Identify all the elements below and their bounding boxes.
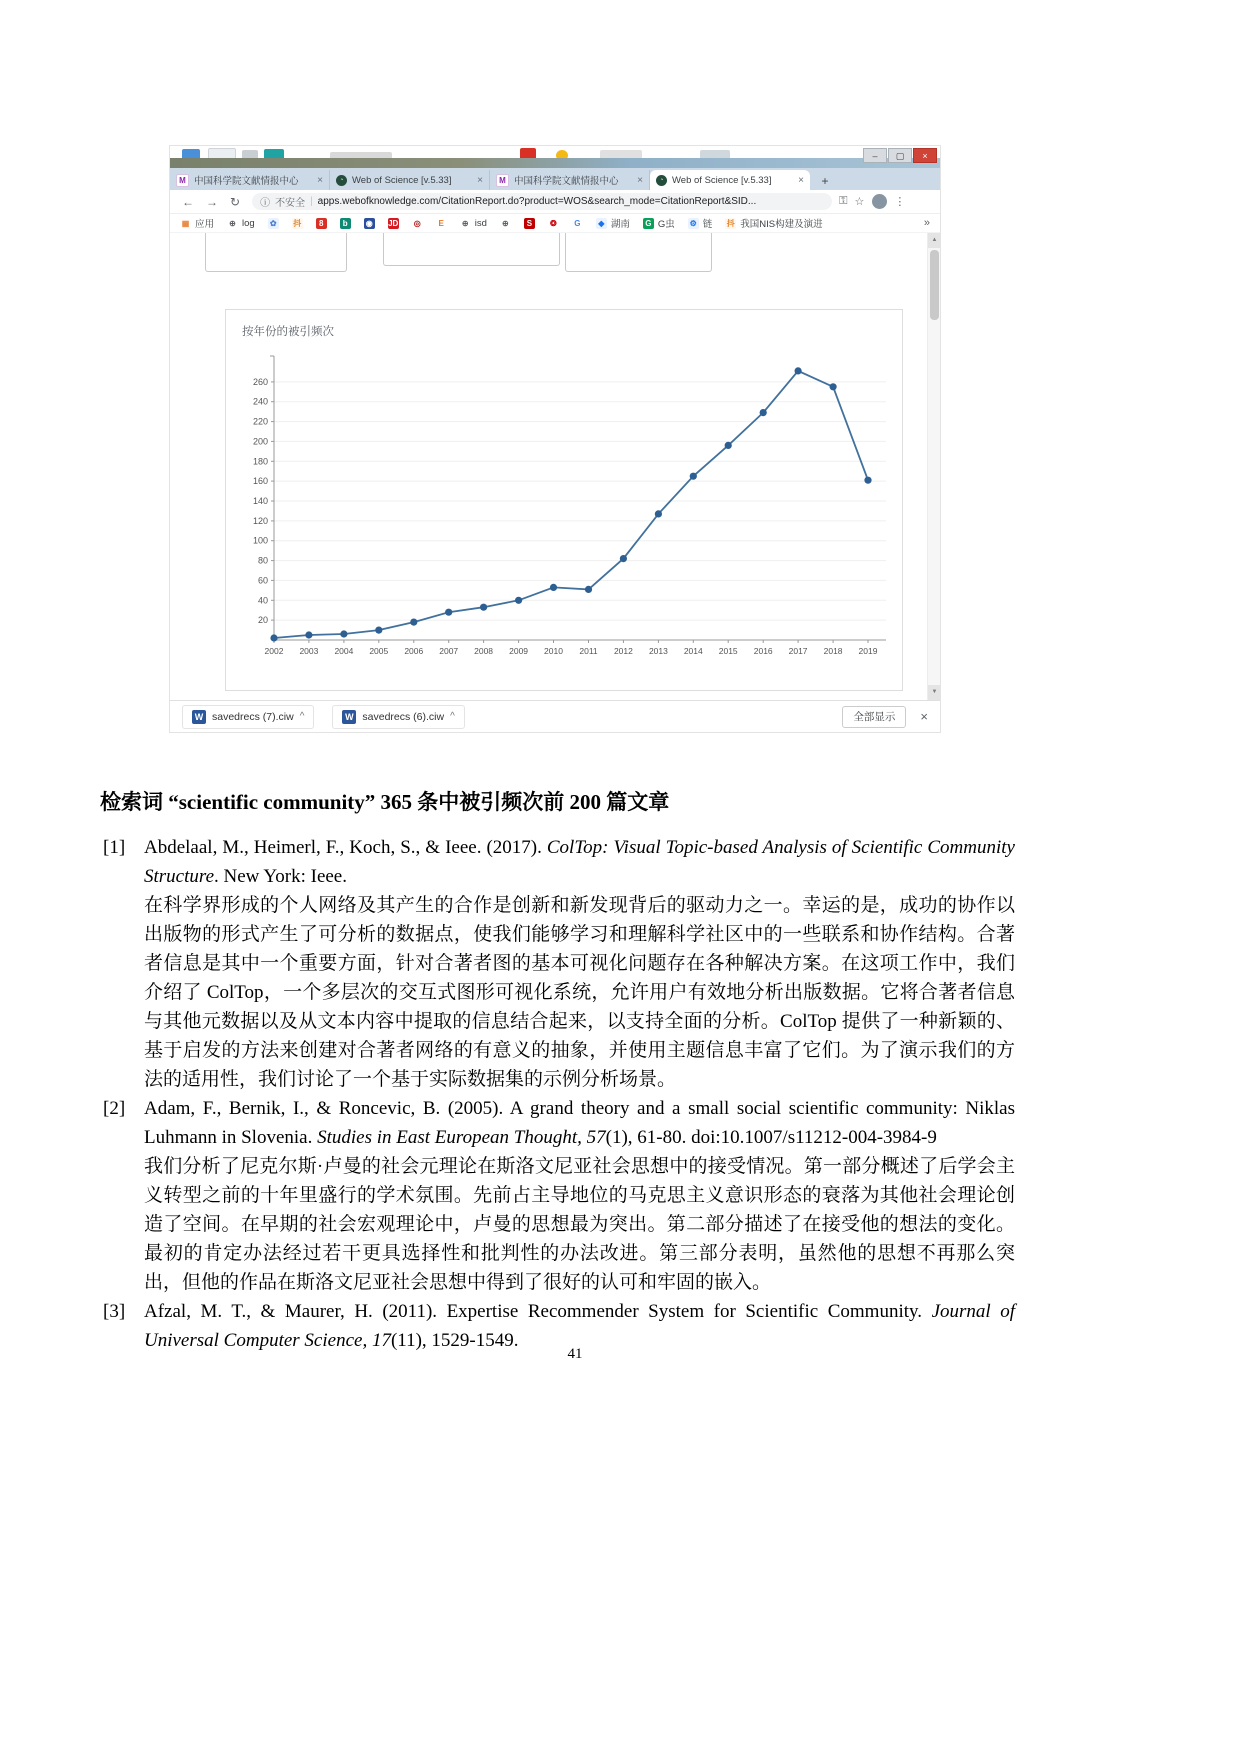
bookmark-item[interactable]	[596, 216, 630, 230]
bookmark-favicon-icon: b	[340, 218, 351, 229]
svg-text:2010: 2010	[544, 646, 563, 656]
bookmark-item[interactable]	[388, 218, 399, 229]
svg-text:180: 180	[252, 456, 268, 467]
svg-text:240: 240	[252, 396, 268, 407]
bookmark-item[interactable]	[572, 218, 583, 229]
svg-text:2008: 2008	[474, 646, 494, 656]
bookmark-item[interactable]	[316, 218, 327, 229]
browser-toolbar	[170, 190, 940, 214]
chevron-up-icon[interactable]: ^	[450, 711, 455, 722]
svg-text:200: 200	[252, 436, 268, 447]
download-bar-close-icon[interactable]: ×	[920, 709, 928, 724]
chevron-up-icon[interactable]: ^	[299, 711, 305, 722]
bookmark-item[interactable]	[340, 218, 351, 229]
bookmark-favicon-icon: ⊕	[227, 218, 238, 229]
bookmark-label: 湖南	[610, 219, 630, 230]
svg-text:120: 120	[252, 515, 268, 526]
window-maximize-button[interactable]: ▢	[888, 148, 912, 163]
reference-number: [2]	[103, 1098, 126, 1119]
chart-title: 按年份的被引频次	[242, 326, 334, 338]
browser-tab-3[interactable]	[490, 170, 650, 190]
download-filename: savedrecs (6).ciw	[362, 710, 445, 723]
svg-text:2018: 2018	[823, 646, 843, 656]
bookmark-item[interactable]	[364, 218, 375, 229]
info-icon[interactable]: ⓘ	[260, 198, 271, 209]
desktop-fragment-strip	[170, 146, 940, 168]
bookmark-item[interactable]	[725, 216, 822, 230]
reference-item-1	[103, 833, 1015, 1094]
bookmark-label: log	[242, 217, 255, 229]
divider: |	[310, 196, 313, 207]
tab-title: 中国科学院文献情报中心	[514, 176, 619, 187]
reference-citation	[144, 833, 1015, 891]
browser-tab-1[interactable]	[170, 170, 330, 190]
bookmark-star-icon[interactable]: ☆	[854, 196, 865, 208]
cutoff-panel	[383, 233, 560, 266]
bookmark-item[interactable]	[460, 218, 487, 229]
url-text[interactable]: apps.webofknowledge.com/CitationReport.do?product=WOS&search_mode=CitationReport&SID...	[317, 196, 757, 207]
citation-title-italic: Studies in East European Thought, 57	[317, 1127, 606, 1148]
download-item-2[interactable]	[332, 705, 464, 729]
bookmarks-bar	[170, 214, 940, 233]
page-content	[170, 233, 940, 700]
svg-text:2004: 2004	[334, 646, 354, 656]
bookmark-item[interactable]	[524, 218, 535, 229]
bookmark-item[interactable]	[292, 218, 303, 229]
svg-text:160: 160	[252, 476, 268, 487]
new-tab-button[interactable]: +	[821, 174, 829, 188]
citations-per-year-chart	[234, 346, 892, 682]
reference-abstract: 在科学界形成的个人网络及其产生的合作是创新和新发现背后的驱动力之一。幸运的是，成功的协作以出版物的形式产生了可分析的数据点，使我们能够学习和理解科学社区中的一些联系和协作结构。合著者信息是其中一个重要方面，针对合著者图的基本可视化问题存在各种解决方案。在这项工作中，我们介绍了 ColTop，一个多层次的交互式图形可视化系统，允许用户有效地分析出版数据。它将合著者信息与其他元数据以及从文本内容中提取的信息结合起来，以支持全面的分析。ColTop 提供了一种新颖的、基于启发的方法来创建对合著者网络的有意义的抽象，并使用主题信息丰富了它们。为了演示我们的方法的适用性，我们讨论了一个基于实际数据集的示例分析场景。	[144, 895, 1015, 1090]
svg-text:100: 100	[252, 535, 268, 546]
browser-tab-4-active[interactable]	[650, 170, 810, 190]
download-item-1[interactable]	[182, 705, 314, 729]
file-icon: W	[342, 710, 356, 724]
svg-text:2007: 2007	[439, 646, 459, 656]
tab-bar	[170, 168, 940, 190]
citation-text: (11), 1529-1549.	[390, 1330, 519, 1351]
citation-text: . New York: Ieee.	[214, 866, 347, 887]
citation-text: Afzal, M. T., & Maurer, H. (2011). Expertise Recommender System for Scientific Community.	[144, 1301, 932, 1322]
reference-number: [1]	[103, 837, 126, 858]
svg-text:2002: 2002	[264, 646, 284, 656]
bookmark-favicon-icon: G	[572, 218, 583, 229]
svg-text:2005: 2005	[369, 646, 389, 656]
tab-close-icon[interactable]: ×	[317, 174, 323, 186]
citation-text: Adam, F., Bernik, I., & Roncevic, B. (2005). A grand theory and a small social scientific community: Niklas Luhmann in Slovenia.	[144, 1098, 1015, 1148]
bookmarks-overflow-icon[interactable]: »	[923, 217, 930, 229]
bookmark-item[interactable]	[180, 216, 214, 230]
download-filename: savedrecs (7).ciw	[212, 710, 294, 723]
scrollbar[interactable]	[927, 233, 940, 700]
window-minimize-button[interactable]: –	[863, 148, 887, 163]
bookmark-label: isd	[474, 217, 487, 229]
citation-text: Abdelaal, M., Heimerl, F., Koch, S., & Ieee. (2017).	[144, 837, 547, 858]
menu-icon[interactable]: ⋮	[894, 196, 906, 208]
bookmark-item[interactable]	[412, 218, 423, 229]
citation-title-italic: ColTop: Visual Topic-based Analysis of Scientific Community Structure	[144, 837, 1015, 887]
bookmark-label: 我国NIS构建及演进	[740, 219, 823, 230]
section-heading: 检索词 “scientific community” 365 条中被引频次前 200 篇文章	[100, 790, 670, 814]
bookmark-favicon-icon: ◆	[596, 218, 607, 229]
svg-text:80: 80	[257, 555, 268, 566]
scrollbar-thumb[interactable]	[930, 250, 939, 320]
wos-favicon-icon: ◔	[336, 175, 347, 186]
bookmark-favicon-icon: ▦	[181, 218, 190, 228]
citation-text: (1), 61-80. doi:10.1007/s11212-004-3984-9	[605, 1127, 937, 1148]
tab-close-icon[interactable]: ×	[477, 174, 483, 186]
tab-title: Web of Science [v.5.33]	[352, 174, 452, 186]
show-all-downloads-button[interactable]: 全部显示	[842, 706, 906, 728]
bookmark-favicon-icon: ❂	[548, 218, 559, 229]
bookmark-favicon-icon: E	[436, 218, 447, 229]
svg-text:2009: 2009	[509, 646, 529, 656]
library-favicon-icon: M	[176, 174, 189, 187]
svg-text:2013: 2013	[648, 646, 668, 656]
citation-chart-card	[225, 309, 903, 691]
svg-text:2014: 2014	[683, 646, 703, 656]
bookmark-favicon-icon: ⚙	[689, 218, 697, 228]
tab-title: Web of Science [v.5.33]	[672, 174, 772, 186]
bookmark-favicon-icon: ✿	[268, 218, 279, 229]
browser-screenshot	[170, 146, 940, 732]
reference-abstract: 我们分析了尼克尔斯·卢曼的社会元理论在斯洛文尼亚社会思想中的接受情况。第一部分概述了后学会主义转型之前的十年里盛行的学术氛围。先前占主导地位的马克思主义意识形态的衰落为其他社会理论创造了空间。在早期的社会宏观理论中，卢曼的思想最为突出。第二部分描述了在接受他的想法的变化。最初的肯定办法经过若干更具选择性和批判性的办法改进。第三部分表明，虽然他的思想不再那么突出，但他的作品在斯洛文尼亚社会思想中得到了很好的认可和牢固的嵌入。	[144, 1156, 1015, 1293]
bookmark-item[interactable]	[227, 218, 255, 229]
reference-list	[103, 833, 1015, 1355]
library-favicon-icon: M	[496, 174, 509, 187]
cutoff-panel	[205, 233, 347, 272]
tab-close-icon[interactable]: ×	[798, 174, 804, 186]
bookmark-label: G虫	[657, 219, 675, 230]
svg-text:60: 60	[257, 575, 268, 586]
bookmark-favicon-icon: ◎	[412, 218, 423, 229]
scroll-up-icon[interactable]: ▲	[928, 233, 940, 248]
svg-text:2006: 2006	[404, 646, 424, 656]
bookmark-favicon-icon: S	[524, 218, 535, 229]
svg-text:140: 140	[252, 496, 268, 506]
download-bar	[170, 700, 940, 732]
key-icon[interactable]: ⚿	[839, 195, 848, 207]
svg-text:2011: 2011	[579, 646, 598, 656]
window-close-button[interactable]: ×	[913, 148, 937, 163]
scroll-down-icon[interactable]: ▼	[928, 685, 940, 700]
bookmark-item[interactable]	[436, 218, 447, 229]
tab-close-icon[interactable]: ×	[637, 174, 643, 186]
browser-tab-2[interactable]	[330, 170, 490, 190]
address-bar[interactable]	[252, 193, 832, 210]
bookmark-favicon-icon: G	[643, 218, 654, 229]
file-icon: W	[192, 710, 206, 724]
forward-icon[interactable]: →	[206, 194, 218, 209]
bookmark-item[interactable]	[500, 218, 511, 229]
bookmark-favicon-icon: ◉	[364, 218, 375, 229]
svg-text:220: 220	[252, 416, 268, 427]
svg-text:2016: 2016	[753, 646, 773, 656]
bookmark-label: 应用	[195, 219, 215, 230]
svg-text:20: 20	[257, 615, 268, 626]
reference-number: [3]	[103, 1301, 126, 1322]
reference-item-2	[103, 1094, 1015, 1297]
svg-text:260: 260	[252, 376, 268, 387]
bookmark-favicon-icon: 8	[316, 218, 327, 229]
svg-text:2017: 2017	[788, 646, 808, 656]
bookmark-favicon-icon: JD	[388, 218, 399, 228]
svg-text:2003: 2003	[299, 646, 319, 656]
wos-favicon-icon: ◔	[656, 175, 667, 186]
bookmark-label: 链	[702, 219, 713, 230]
svg-text:2019: 2019	[858, 646, 878, 656]
reference-citation	[144, 1094, 1015, 1152]
back-icon[interactable]: ←	[182, 194, 194, 209]
tab-title: 中国科学院文献情报中心	[194, 176, 299, 187]
bookmark-favicon-icon: ⊕	[500, 218, 511, 229]
page-number: 41	[567, 1346, 583, 1362]
title-bar-band	[170, 158, 940, 168]
svg-text:2012: 2012	[613, 646, 633, 656]
citation-title-italic: Journal of Universal Computer Science, 17	[144, 1301, 1015, 1351]
bookmark-item[interactable]	[688, 216, 713, 230]
bookmark-favicon-icon: 抖	[726, 218, 735, 228]
profile-avatar[interactable]	[872, 194, 887, 209]
svg-text:40: 40	[257, 595, 268, 606]
bookmark-favicon-icon: ⊕	[460, 218, 471, 229]
bookmark-favicon-icon: 抖	[293, 218, 302, 228]
bookmark-item[interactable]	[268, 218, 279, 229]
svg-text:2015: 2015	[718, 646, 738, 656]
reload-icon[interactable]: ↻	[230, 194, 241, 209]
cutoff-panel	[565, 233, 712, 272]
security-label: 不安全	[275, 198, 306, 209]
bookmark-item[interactable]	[643, 216, 675, 230]
bookmark-item[interactable]	[548, 218, 559, 229]
